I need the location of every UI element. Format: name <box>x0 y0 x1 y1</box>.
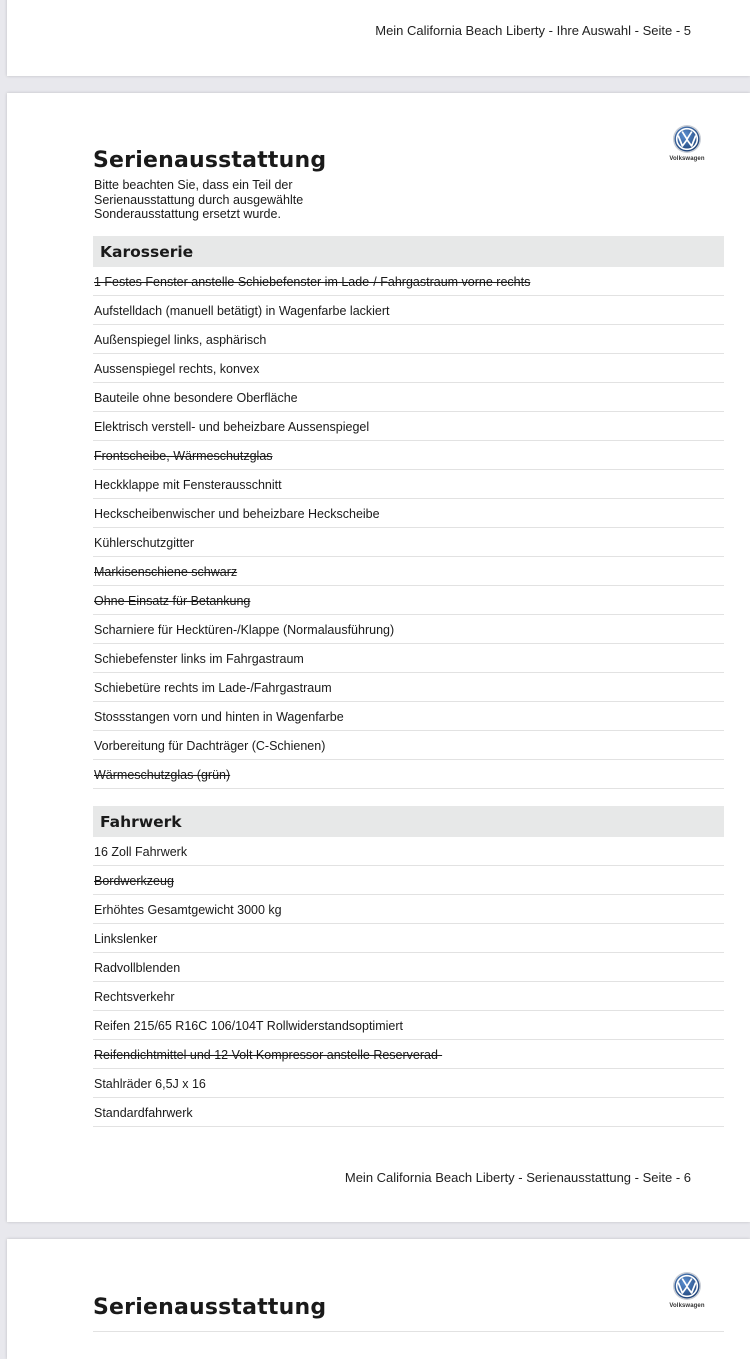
equipment-item: Scharniere für Hecktüren-/Klappe (Normalausführung) <box>93 615 724 644</box>
equipment-list <box>93 267 724 789</box>
equipment-item: Aufstelldach (manuell betätigt) in Wagenfarbe lackiert <box>93 296 724 325</box>
section-header: Karosserie <box>93 236 724 267</box>
equipment-item: Stossstangen vorn und hinten in Wagenfarbe <box>93 702 724 731</box>
section-fahrwerk <box>93 806 724 1127</box>
next-page <box>7 1239 750 1359</box>
equipment-item: Bauteile ohne besondere Oberfläche <box>93 383 724 412</box>
volkswagen-logo <box>665 124 709 162</box>
equipment-item: Heckklappe mit Fensterausschnitt <box>93 470 724 499</box>
page-title: Serienausstattung <box>93 1295 327 1320</box>
volkswagen-logo <box>665 1271 709 1309</box>
brand-label: Volkswagen <box>669 1303 705 1309</box>
equipment-item: Frontscheibe, Wärmeschutzglas <box>93 441 724 470</box>
equipment-item: Ohne Einsatz für Betankung <box>93 586 724 615</box>
equipment-item: Standardfahrwerk <box>93 1098 724 1127</box>
equipment-item: 16 Zoll Fahrwerk <box>93 837 724 866</box>
equipment-item: Wärmeschutzglas (grün) <box>93 760 724 789</box>
page-subtitle: Bitte beachten Sie, dass ein Teil der Serienausstattung durch ausgewählte Sonderausstattung ersetzt wurde. <box>94 178 304 221</box>
page-title: Serienausstattung <box>93 148 327 173</box>
section-karosserie <box>93 236 724 789</box>
equipment-item: Schiebetüre rechts im Lade-/Fahrgastraum <box>93 673 724 702</box>
vw-emblem-icon <box>672 124 702 154</box>
equipment-item: Radvollblenden <box>93 953 724 982</box>
equipment-item: Vorbereitung für Dachträger (C-Schienen) <box>93 731 724 760</box>
equipment-item: Reifendichtmittel und 12 Volt Kompressor anstelle Reserverad- <box>93 1040 724 1069</box>
equipment-item: Schiebefenster links im Fahrgastraum <box>93 644 724 673</box>
divider <box>93 1331 724 1332</box>
equipment-list <box>93 837 724 1127</box>
equipment-item: Erhöhtes Gesamtgewicht 3000 kg <box>93 895 724 924</box>
equipment-item: Elektrisch verstell- und beheizbare Aussenspiegel <box>93 412 724 441</box>
previous-page <box>7 0 750 76</box>
section-header: Fahrwerk <box>93 806 724 837</box>
equipment-item: Heckscheibenwischer und beheizbare Heckscheibe <box>93 499 724 528</box>
page-footer: Mein California Beach Liberty - Ihre Auswahl - Seite - 5 <box>375 23 691 38</box>
equipment-item: Markisenschiene schwarz <box>93 557 724 586</box>
vw-emblem-icon <box>672 1271 702 1301</box>
equipment-item: Kühlerschutzgitter <box>93 528 724 557</box>
document-page <box>7 93 750 1222</box>
equipment-item: Linkslenker <box>93 924 724 953</box>
page-footer: Mein California Beach Liberty - Serienausstattung - Seite - 6 <box>344 1170 691 1185</box>
equipment-item: 1 Festes Fenster anstelle Schiebefenster im Lade-/ Fahrgastraum vorne rechts <box>93 267 724 296</box>
equipment-item: Aussenspiegel rechts, konvex <box>93 354 724 383</box>
equipment-item: Bordwerkzeug <box>93 866 724 895</box>
equipment-item: Rechtsverkehr <box>93 982 724 1011</box>
equipment-item: Außenspiegel links, asphärisch <box>93 325 724 354</box>
equipment-item: Reifen 215/65 R16C 106/104T Rollwiderstandsoptimiert <box>93 1011 724 1040</box>
equipment-item: Stahlräder 6,5J x 16 <box>93 1069 724 1098</box>
brand-label: Volkswagen <box>669 156 705 162</box>
